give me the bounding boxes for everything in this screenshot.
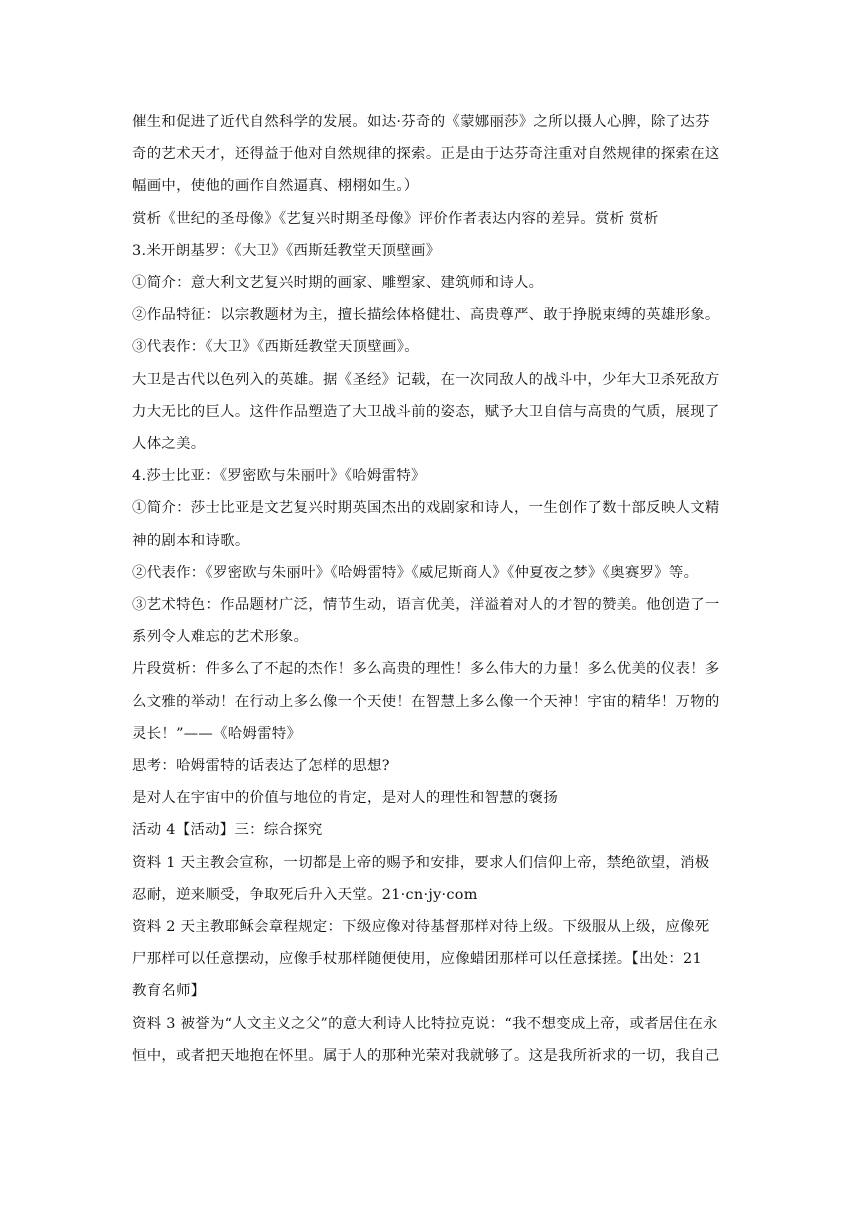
text-line: 资料 2 天主教耶稣会章程规定：下级应像对待基督那样对待上级。下级服从上级，应像死 <box>132 919 710 936</box>
text-line: 大卫是古代以色列入的英雄。据《圣经》记载，在一次同敌人的战斗中，少年大卫杀死敌方 <box>132 371 720 388</box>
text-line: 幅画中，使他的画作自然逼真、栩栩如生。） <box>132 178 419 195</box>
text-line: 教育名师】 <box>132 983 206 1000</box>
text-line: 思考：哈姆雷特的话表达了怎样的思想? <box>132 758 390 775</box>
section-heading: 3.米开朗基罗：《大卫》《西斯廷教堂天顶壁画》 <box>132 242 441 259</box>
text-line: 恒中，或者把天地抱在怀里。属于人的那种光荣对我就够了。这是我所祈求的一切，我自己 <box>132 1047 720 1064</box>
section-heading: 4.莎士比亚：《罗密欧与朱丽叶》《哈姆雷特》 <box>132 468 426 485</box>
text-line: ②作品特征：以宗教题材为主，擅长描绘体格健壮、高贵尊严、敢于挣脱束缚的英雄形象。 <box>132 307 720 324</box>
text-line: 资料 1 天主教会宣称，一切都是上帝的赐予和安排，要求人们信仰上帝，禁绝欲望，消极 <box>132 854 710 871</box>
text-line: ①简介：莎士比亚是文艺复兴时期英国杰出的戏剧家和诗人，一生创作了数十部反映人文精 <box>132 500 720 517</box>
text-line: 尸那样可以任意摆动，应像手杖那样随便使用，应像蜡团那样可以任意揉搓。【出处：21 <box>132 951 702 968</box>
text-line: 资料 3 被誉为“人文主义之父”的意大利诗人比特拉克说：“我不想变成上帝，或者居住在永 <box>132 1015 718 1032</box>
text-line: 是对人在宇宙中的价值与地位的肯定，是对人的理性和智慧的褒扬 <box>132 790 559 807</box>
text-line: 力大无比的巨人。这件作品塑造了大卫战斗前的姿态，赋予大卫自信与高贵的气质，展现了 <box>132 403 720 420</box>
text-line: 忍耐，逆来顺受，争取死后升入天堂。21·cn·jy·com <box>132 886 478 903</box>
document-body <box>132 106 732 1072</box>
text-line: 片段赏析：件多么了不起的杰作！多么高贵的理性！多么伟大的力量！多么优美的仪表！多 <box>132 661 720 678</box>
text-line: 灵长！”——《哈姆雷特》 <box>132 725 302 742</box>
text-line: 么文雅的举动！在行动上多么像一个天使！在智慧上多么像一个天神！宇宙的精华！万物的 <box>132 693 720 710</box>
text-line: 神的剧本和诗歌。 <box>132 532 250 549</box>
text-line: ①简介：意大利文艺复兴时期的画家、雕塑家、建筑师和诗人。 <box>132 275 544 292</box>
text-line: ②代表作：《罗密欧与朱丽叶》《哈姆雷特》《威尼斯商人》《仲夏夜之梦》《奥赛罗》等。 <box>132 564 699 581</box>
text-line: 催生和促进了近代自然科学的发展。如达·芬奇的《蒙娜丽莎》之所以摄人心脾，除了达芬 <box>132 114 710 130</box>
activity-heading: 活动 4【活动】三：综合探究 <box>132 822 323 839</box>
text-line: 赏析《世纪的圣母像》《艺复兴时期圣母像》评价作者表达内容的差异。赏析 赏析 <box>132 210 659 227</box>
text-line: ③代表作：《大卫》《西斯廷教堂天顶壁画》。 <box>132 339 419 356</box>
text-line: 人体之美。 <box>132 436 206 453</box>
text-line: ③艺术特色：作品题材广泛，情节生动，语言优美，洋溢着对人的才智的赞美。他创造了一 <box>132 597 720 614</box>
text-line: 奇的艺术天才，还得益于他对自然规律的探索。正是由于达芬奇注重对自然规律的探索在这 <box>132 146 720 163</box>
text-line: 系列令人难忘的艺术形象。 <box>132 629 309 646</box>
